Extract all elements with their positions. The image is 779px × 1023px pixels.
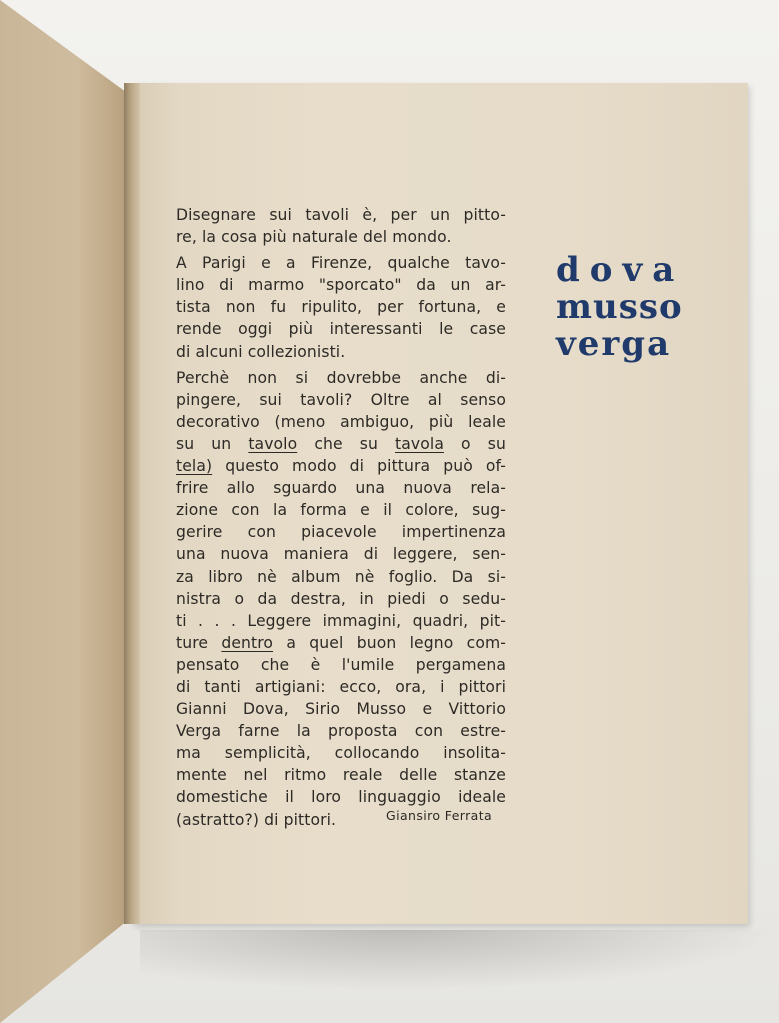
- text-line: re, la cosa più naturale del mondo.: [176, 228, 452, 247]
- text-line: ma semplicità, collocando insolita-: [176, 744, 506, 763]
- paragraph-2: [176, 252, 506, 362]
- text-line: decorativo (meno ambiguo, più leale: [176, 412, 506, 431]
- text-line-underlined: [176, 632, 506, 654]
- artist-name-verga: verga: [556, 324, 672, 364]
- text-line: Perchè non si dovrebbe anche di-: [176, 368, 506, 387]
- underlined-word: tavolo: [248, 434, 298, 453]
- text-line: pingere, sui tavoli? Oltre al senso: [176, 390, 506, 409]
- text-line: mente nel ritmo reale delle stanze: [176, 766, 506, 785]
- text-fragment: ture: [176, 633, 222, 652]
- text-line: di tanti artigiani: ecco, ora, i pittori: [176, 677, 506, 696]
- text-line: Gianni Dova, Sirio Musso e Vittorio: [176, 700, 506, 719]
- paragraph-1: [176, 204, 506, 248]
- text-line-underlined: [176, 455, 506, 477]
- text-line: gerire con piacevole impertinenza: [176, 523, 506, 542]
- text-line: frire allo sguardo una nuova rela-: [176, 479, 506, 498]
- text-fragment: questo modo di pittura può of-: [212, 457, 506, 476]
- author-signature: Giansiro Ferrata: [386, 808, 493, 823]
- text-line: za libro nè album nè foglio. Da si-: [176, 567, 506, 586]
- text-line: A Parigi e a Firenze, qualche tavo-: [176, 254, 506, 273]
- text-line: rende oggi più interessanti le case: [176, 320, 506, 339]
- text-line: nistra o da destra, in piedi o sedu-: [176, 589, 506, 608]
- text-line: pensato che è l'umile pergamena: [176, 655, 506, 674]
- paragraph-3: [176, 367, 506, 831]
- text-line-underlined: [176, 433, 506, 455]
- text-line: ti . . . Leggere immagini, quadri, pit-: [176, 611, 506, 630]
- text-fragment: a quel buon legno com-: [273, 633, 506, 652]
- text-fragment: che su: [297, 434, 396, 453]
- page-shadow: [140, 930, 779, 990]
- text-line: domestiche il loro linguaggio ideale: [176, 788, 506, 807]
- text-line: lino di marmo "sporcato" da un ar-: [176, 276, 506, 295]
- artist-name-musso: musso: [556, 287, 683, 327]
- text-line: di alcuni collezionisti.: [176, 342, 346, 361]
- underlined-word: dentro: [221, 633, 274, 652]
- left-page: [0, 0, 140, 1023]
- text-line: zione con la forma e il colore, sug-: [176, 501, 506, 520]
- text-line: (astratto?) di pittori.: [176, 810, 337, 829]
- underlined-word: tavola: [395, 434, 444, 453]
- text-fragment: o su: [443, 434, 506, 453]
- artist-name-dova: dova: [556, 250, 685, 290]
- text-line: Verga farne la proposta con estre-: [176, 722, 506, 741]
- page-fold: [124, 83, 140, 924]
- text-line: una nuova maniera di leggere, sen-: [176, 545, 506, 564]
- text-line: Disegnare sui tavoli è, per un pitto-: [176, 206, 506, 224]
- text-fragment: su un: [176, 434, 249, 453]
- text-line: tista non fu ripulito, per fortuna, e: [176, 298, 506, 317]
- artist-names: [556, 252, 716, 363]
- essay-text: [176, 204, 506, 835]
- underlined-word: tela): [176, 457, 213, 476]
